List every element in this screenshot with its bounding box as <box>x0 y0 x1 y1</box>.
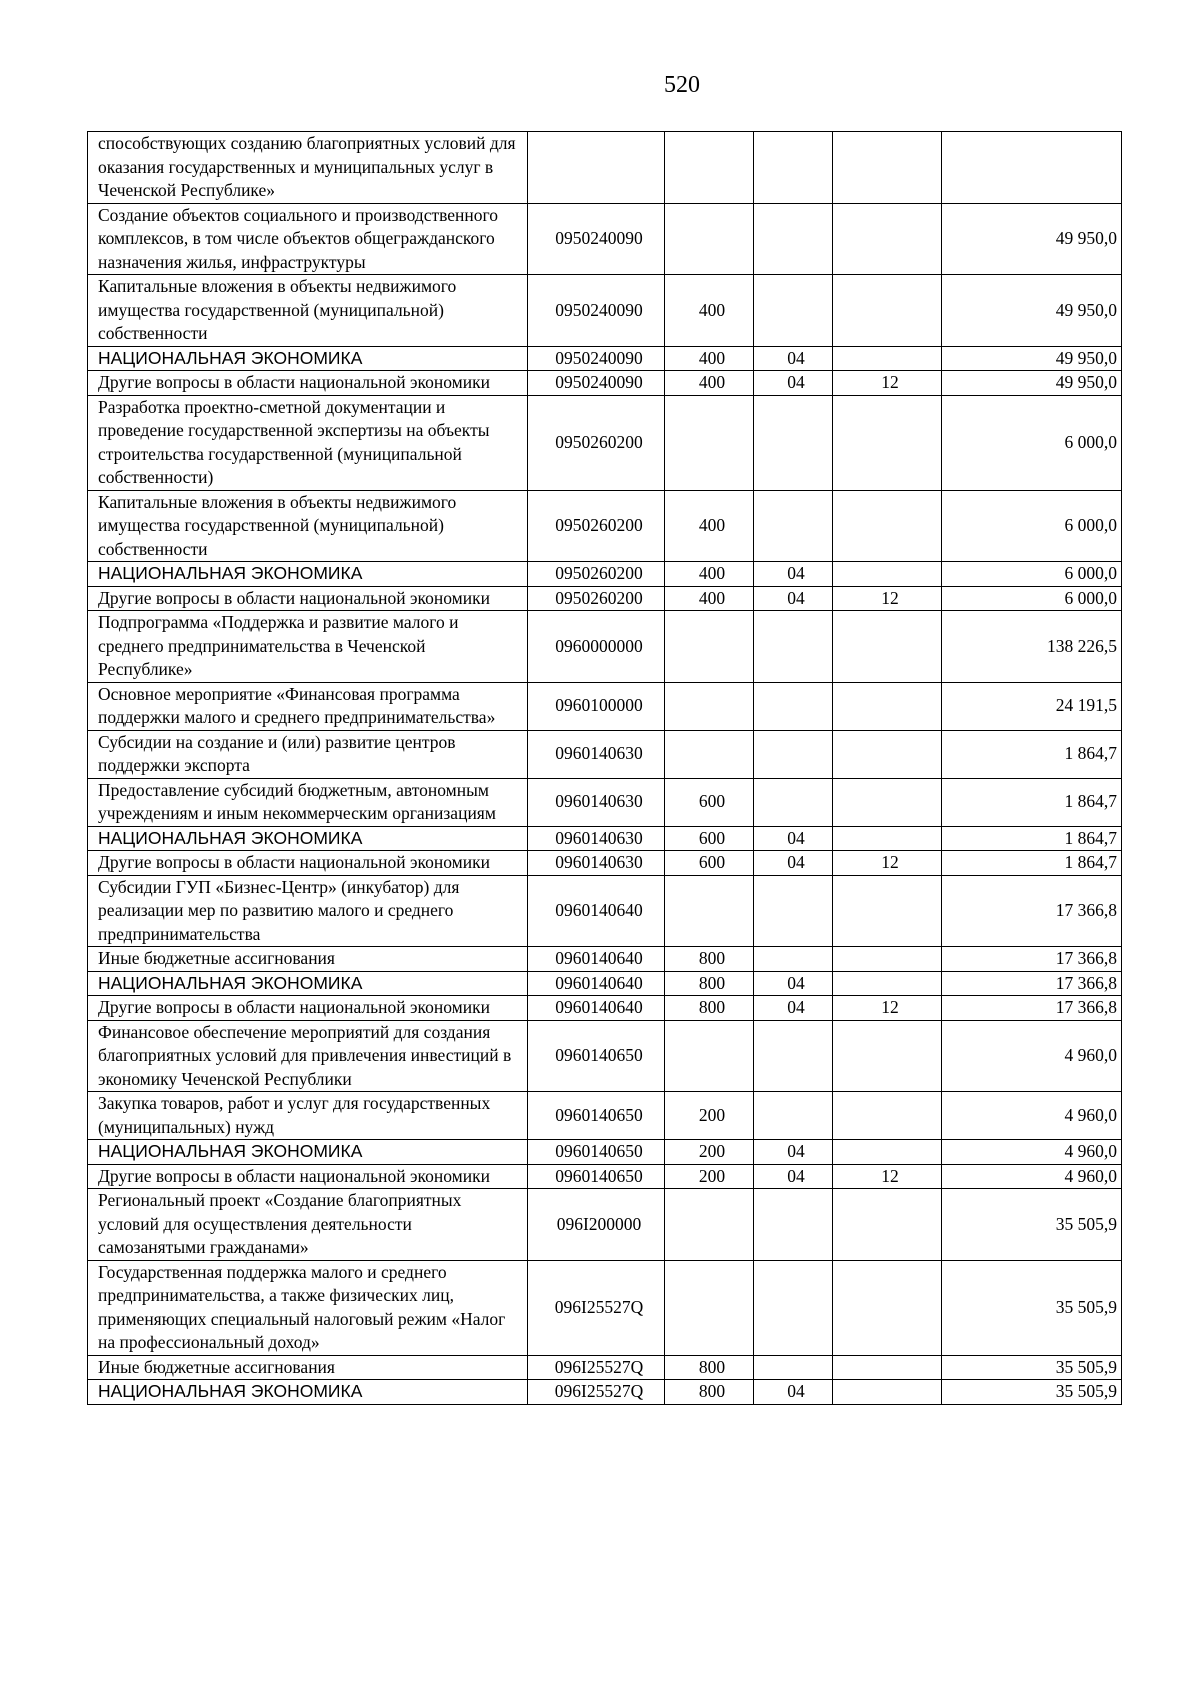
section-code <box>754 490 833 562</box>
row-description: Предоставление субсидий бюджетным, автономным учреждениям и иным некоммерческим организациям <box>88 778 528 826</box>
section-code <box>754 203 833 275</box>
amount-value: 49 950,0 <box>942 346 1122 371</box>
target-article-code: 096I25527Q <box>528 1355 665 1380</box>
subsection-code <box>833 1020 942 1092</box>
table-row <box>88 346 1122 371</box>
target-article-code: 0950240090 <box>528 371 665 396</box>
page-number: 520 <box>664 72 700 98</box>
table-row <box>88 203 1122 275</box>
amount-value: 6 000,0 <box>942 490 1122 562</box>
target-article-code: 0960140650 <box>528 1164 665 1189</box>
subsection-code <box>833 875 942 947</box>
table-row <box>88 586 1122 611</box>
target-article-code: 0960140630 <box>528 826 665 851</box>
table-row <box>88 826 1122 851</box>
subsection-code <box>833 971 942 996</box>
section-code: 04 <box>754 346 833 371</box>
amount-value: 49 950,0 <box>942 371 1122 396</box>
target-article-code: 0960140630 <box>528 851 665 876</box>
section-code: 04 <box>754 971 833 996</box>
amount-value: 6 000,0 <box>942 395 1122 490</box>
subsection-code <box>833 611 942 683</box>
amount-value: 1 864,7 <box>942 826 1122 851</box>
row-description: Основное мероприятие «Финансовая программа поддержки малого и среднего предпринимательства» <box>88 682 528 730</box>
expense-type-code <box>665 730 754 778</box>
table-row <box>88 395 1122 490</box>
expense-type-code: 800 <box>665 971 754 996</box>
row-description: НАЦИОНАЛЬНАЯ ЭКОНОМИКА <box>88 1140 528 1165</box>
subsection-code <box>833 778 942 826</box>
section-code <box>754 682 833 730</box>
subsection-code <box>833 346 942 371</box>
target-article-code: 0960100000 <box>528 682 665 730</box>
row-description: Закупка товаров, работ и услуг для государственных (муниципальных) нужд <box>88 1092 528 1140</box>
amount-value <box>942 132 1122 204</box>
row-description: Финансовое обеспечение мероприятий для создания благоприятных условий для привлечения инвестиций в экономику Чеченской Республики <box>88 1020 528 1092</box>
amount-value: 138 226,5 <box>942 611 1122 683</box>
row-description: Создание объектов социального и производственного комплексов, в том числе объектов общегражданского назначения жилья, инфраструктуры <box>88 203 528 275</box>
target-article-code: 096I25527Q <box>528 1260 665 1355</box>
table-body <box>88 132 1122 1405</box>
section-code: 04 <box>754 371 833 396</box>
expense-type-code <box>665 682 754 730</box>
row-description: Капитальные вложения в объекты недвижимого имущества государственной (муниципальной) собственности <box>88 490 528 562</box>
expense-type-code: 400 <box>665 346 754 371</box>
target-article-code: 0950240090 <box>528 203 665 275</box>
amount-value: 6 000,0 <box>942 562 1122 587</box>
target-article-code: 0960140650 <box>528 1140 665 1165</box>
section-code: 04 <box>754 1140 833 1165</box>
subsection-code <box>833 1140 942 1165</box>
row-description: Капитальные вложения в объекты недвижимого имущества государственной (муниципальной) собственности <box>88 275 528 347</box>
expense-type-code <box>665 1189 754 1261</box>
expense-type-code <box>665 1260 754 1355</box>
row-description: Другие вопросы в области национальной экономики <box>88 586 528 611</box>
section-code <box>754 875 833 947</box>
row-description: Иные бюджетные ассигнования <box>88 1355 528 1380</box>
amount-value: 1 864,7 <box>942 730 1122 778</box>
row-description: НАЦИОНАЛЬНАЯ ЭКОНОМИКА <box>88 1380 528 1405</box>
amount-value: 4 960,0 <box>942 1164 1122 1189</box>
subsection-code <box>833 1260 942 1355</box>
subsection-code <box>833 1380 942 1405</box>
target-article-code: 0960140650 <box>528 1092 665 1140</box>
table-row <box>88 778 1122 826</box>
section-code <box>754 1189 833 1261</box>
table-row <box>88 1140 1122 1165</box>
section-code <box>754 1355 833 1380</box>
row-description: Другие вопросы в области национальной экономики <box>88 996 528 1021</box>
subsection-code <box>833 490 942 562</box>
section-code: 04 <box>754 1380 833 1405</box>
target-article-code: 0950240090 <box>528 275 665 347</box>
row-description: НАЦИОНАЛЬНАЯ ЭКОНОМИКА <box>88 971 528 996</box>
table-row <box>88 1260 1122 1355</box>
amount-value: 35 505,9 <box>942 1380 1122 1405</box>
expense-type-code <box>665 132 754 204</box>
table-row <box>88 132 1122 204</box>
amount-value: 4 960,0 <box>942 1020 1122 1092</box>
table-row <box>88 851 1122 876</box>
table-row <box>88 1380 1122 1405</box>
expense-type-code <box>665 203 754 275</box>
amount-value: 49 950,0 <box>942 203 1122 275</box>
table-row <box>88 275 1122 347</box>
amount-value: 17 366,8 <box>942 875 1122 947</box>
section-code: 04 <box>754 996 833 1021</box>
section-code <box>754 611 833 683</box>
subsection-code: 12 <box>833 371 942 396</box>
amount-value: 1 864,7 <box>942 778 1122 826</box>
table-row <box>88 682 1122 730</box>
subsection-code: 12 <box>833 1164 942 1189</box>
section-code <box>754 395 833 490</box>
table-row <box>88 611 1122 683</box>
amount-value: 49 950,0 <box>942 275 1122 347</box>
target-article-code: 096I25527Q <box>528 1380 665 1405</box>
expense-type-code: 800 <box>665 947 754 972</box>
subsection-code <box>833 1092 942 1140</box>
row-description: Другие вопросы в области национальной экономики <box>88 371 528 396</box>
target-article-code: 0960000000 <box>528 611 665 683</box>
row-description: Подпрограмма «Поддержка и развитие малого и среднего предпринимательства в Чеченской Республике» <box>88 611 528 683</box>
expense-type-code: 600 <box>665 826 754 851</box>
expense-type-code: 400 <box>665 490 754 562</box>
target-article-code <box>528 132 665 204</box>
subsection-code <box>833 275 942 347</box>
target-article-code: 0950260200 <box>528 490 665 562</box>
row-description: Субсидии на создание и (или) развитие центров поддержки экспорта <box>88 730 528 778</box>
table-row <box>88 562 1122 587</box>
target-article-code: 0950260200 <box>528 586 665 611</box>
table-row <box>88 1189 1122 1261</box>
expense-type-code: 400 <box>665 586 754 611</box>
table-row <box>88 971 1122 996</box>
target-article-code: 0960140640 <box>528 947 665 972</box>
section-code: 04 <box>754 562 833 587</box>
subsection-code <box>833 203 942 275</box>
table-row <box>88 1020 1122 1092</box>
table-row <box>88 1355 1122 1380</box>
table-row <box>88 490 1122 562</box>
expense-type-code: 800 <box>665 1380 754 1405</box>
table-row <box>88 371 1122 396</box>
row-description: способствующих созданию благоприятных условий для оказания государственных и муниципальных услуг в Чеченской Республике» <box>88 132 528 204</box>
expense-type-code: 400 <box>665 371 754 396</box>
expense-type-code <box>665 875 754 947</box>
section-code <box>754 778 833 826</box>
subsection-code <box>833 1355 942 1380</box>
section-code: 04 <box>754 826 833 851</box>
budget-table <box>87 131 1122 1405</box>
target-article-code: 0960140650 <box>528 1020 665 1092</box>
row-description: НАЦИОНАЛЬНАЯ ЭКОНОМИКА <box>88 346 528 371</box>
section-code <box>754 947 833 972</box>
amount-value: 6 000,0 <box>942 586 1122 611</box>
row-description: Другие вопросы в области национальной экономики <box>88 1164 528 1189</box>
table-row <box>88 875 1122 947</box>
section-code: 04 <box>754 586 833 611</box>
subsection-code <box>833 826 942 851</box>
amount-value: 4 960,0 <box>942 1140 1122 1165</box>
section-code <box>754 132 833 204</box>
row-description: НАЦИОНАЛЬНАЯ ЭКОНОМИКА <box>88 562 528 587</box>
target-article-code: 0950260200 <box>528 562 665 587</box>
expense-type-code: 800 <box>665 996 754 1021</box>
row-description: Другие вопросы в области национальной экономики <box>88 851 528 876</box>
amount-value: 17 366,8 <box>942 971 1122 996</box>
subsection-code: 12 <box>833 586 942 611</box>
section-code: 04 <box>754 1164 833 1189</box>
table-row <box>88 996 1122 1021</box>
target-article-code: 0960140630 <box>528 730 665 778</box>
expense-type-code: 800 <box>665 1355 754 1380</box>
subsection-code <box>833 395 942 490</box>
table-row <box>88 947 1122 972</box>
amount-value: 24 191,5 <box>942 682 1122 730</box>
target-article-code: 0960140640 <box>528 875 665 947</box>
expense-type-code: 200 <box>665 1092 754 1140</box>
target-article-code: 096I200000 <box>528 1189 665 1261</box>
row-description: НАЦИОНАЛЬНАЯ ЭКОНОМИКА <box>88 826 528 851</box>
expense-type-code: 400 <box>665 275 754 347</box>
target-article-code: 0960140640 <box>528 996 665 1021</box>
section-code <box>754 1092 833 1140</box>
subsection-code <box>833 947 942 972</box>
expense-type-code: 400 <box>665 562 754 587</box>
section-code <box>754 275 833 347</box>
target-article-code: 0960140640 <box>528 971 665 996</box>
row-description: Субсидии ГУП «Бизнес-Центр» (инкубатор) для реализации мер по развитию малого и среднего предпринимательства <box>88 875 528 947</box>
amount-value: 35 505,9 <box>942 1189 1122 1261</box>
expense-type-code <box>665 1020 754 1092</box>
expense-type-code: 600 <box>665 778 754 826</box>
section-code <box>754 730 833 778</box>
expense-type-code: 600 <box>665 851 754 876</box>
expense-type-code <box>665 395 754 490</box>
expense-type-code: 200 <box>665 1164 754 1189</box>
row-description: Разработка проектно-сметной документации и проведение государственной экспертизы на объекты строительства государственной (муниципальной собственности) <box>88 395 528 490</box>
amount-value: 35 505,9 <box>942 1355 1122 1380</box>
subsection-code <box>833 132 942 204</box>
table-row <box>88 1164 1122 1189</box>
table-row <box>88 1092 1122 1140</box>
expense-type-code: 200 <box>665 1140 754 1165</box>
subsection-code <box>833 682 942 730</box>
amount-value: 17 366,8 <box>942 996 1122 1021</box>
amount-value: 4 960,0 <box>942 1092 1122 1140</box>
target-article-code: 0960140630 <box>528 778 665 826</box>
subsection-code: 12 <box>833 851 942 876</box>
amount-value: 17 366,8 <box>942 947 1122 972</box>
row-description: Иные бюджетные ассигнования <box>88 947 528 972</box>
subsection-code <box>833 730 942 778</box>
section-code: 04 <box>754 851 833 876</box>
target-article-code: 0950260200 <box>528 395 665 490</box>
row-description: Государственная поддержка малого и среднего предпринимательства, а также физических лиц, применяющих специальный налоговый режим «Налог на профессиональный доход» <box>88 1260 528 1355</box>
target-article-code: 0950240090 <box>528 346 665 371</box>
amount-value: 35 505,9 <box>942 1260 1122 1355</box>
subsection-code <box>833 562 942 587</box>
section-code <box>754 1260 833 1355</box>
row-description: Региональный проект «Создание благоприятных условий для осуществления деятельности самозанятыми гражданами» <box>88 1189 528 1261</box>
subsection-code: 12 <box>833 996 942 1021</box>
expense-type-code <box>665 611 754 683</box>
amount-value: 1 864,7 <box>942 851 1122 876</box>
section-code <box>754 1020 833 1092</box>
subsection-code <box>833 1189 942 1261</box>
table-row <box>88 730 1122 778</box>
